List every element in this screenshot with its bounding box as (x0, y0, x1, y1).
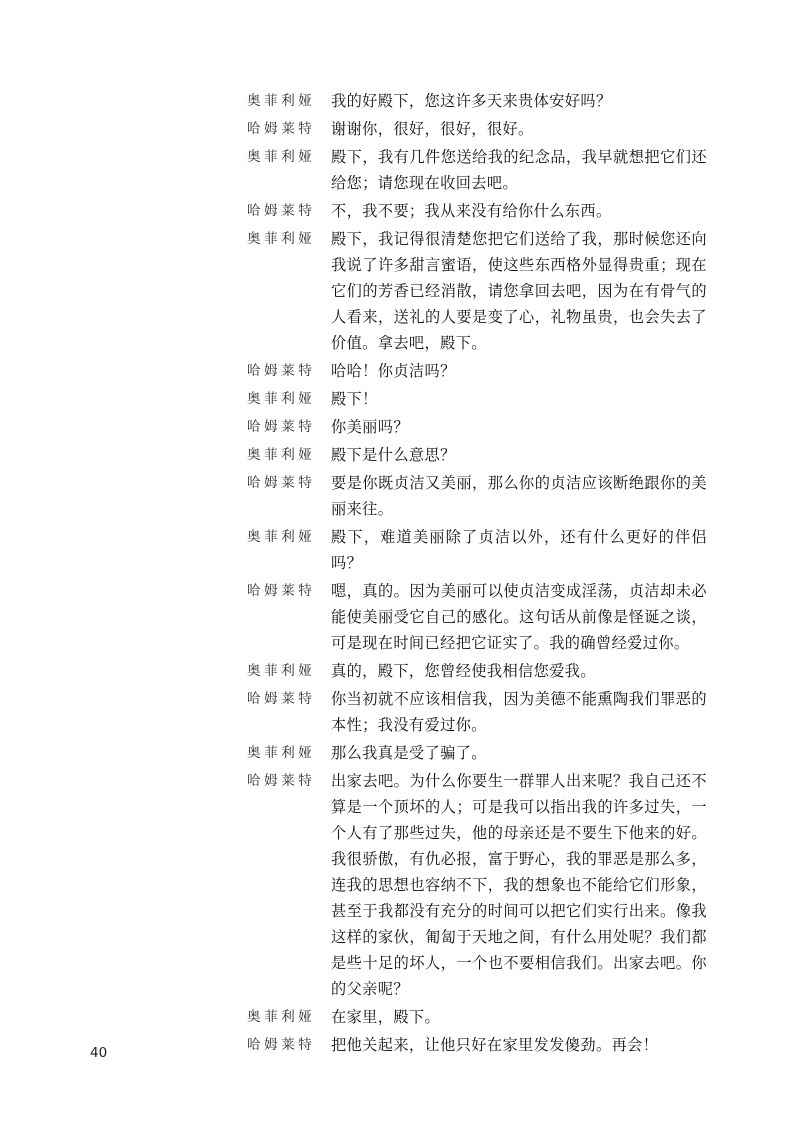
dialogue-line (247, 144, 707, 196)
speech-text: 谢谢你，很好，很好，很好。 (331, 120, 534, 138)
speech-text: 要是你既贞洁又美丽，那么你的贞洁应该断绝跟你的美丽来往。 (331, 474, 707, 518)
speaker-name: 哈姆莱特 (247, 121, 316, 137)
speaker-name: 奥菲利娅 (247, 529, 316, 545)
dialogue-line (247, 386, 707, 412)
speech-text: 我的好殿下，您这许多天来贵体安好吗？ (331, 92, 612, 110)
dialogue-line (247, 658, 707, 684)
speech-text: 出家去吧。为什么你要生一群罪人出来呢？我自己还不算是一个顶坏的人；可是我可以指出我的许多过失，一个人有了那些过失，他的母亲还是不要生下他来的好。我很骄傲，有仇必报，富于野心，我的罪恶是那么多，连我的思想也容纳不下，我的想象也不能给它们形象，甚至于我都没有充分的时间可以把它们实行出来。像我这样的家伙，匍匐于天地之间，有什么用处呢？我们都是些十足的坏人，一个也不要相信我们。出家去吧。你的父亲呢？ (331, 772, 707, 998)
dialogue-line (247, 198, 707, 224)
dialogue-line (247, 1032, 707, 1058)
speech-text: 在家里，殿下。 (331, 1008, 441, 1026)
dialogue-line (247, 740, 707, 766)
speech-text: 殿下，我有几件您送给我的纪念品，我早就想把它们还给您；请您现在收回去吧。 (331, 148, 707, 192)
speaker-name: 奥菲利娅 (247, 447, 316, 463)
dialogue-line (247, 414, 707, 440)
speaker-name: 奥菲利娅 (247, 745, 316, 761)
dialogue-line (247, 226, 707, 356)
speech-text: 殿下，难道美丽除了贞洁以外，还有什么更好的伴侣吗？ (331, 528, 707, 572)
speech-text: 殿下，我记得很清楚您把它们送给了我，那时候您还向我说了许多甜言蜜语，使这些东西格外显得贵重；现在它们的芳香已经消散，请您拿回去吧，因为在有骨气的人看来，送礼的人要是变了心，礼物虽贵，也会失去了价值。拿去吧，殿下。 (331, 230, 707, 352)
speaker-name: 奥菲利娅 (247, 93, 316, 109)
dialogue-line (247, 116, 707, 142)
speaker-name: 奥菲利娅 (247, 391, 316, 407)
speaker-name: 哈姆莱特 (247, 773, 316, 789)
speaker-name: 哈姆莱特 (247, 475, 316, 491)
page-number: 40 (90, 1045, 108, 1061)
speech-text: 殿下是什么意思？ (331, 446, 456, 464)
speech-text: 你当初就不应该相信我，因为美德不能熏陶我们罪恶的本性；我没有爱过你。 (331, 690, 707, 734)
dialogue-line (247, 88, 707, 114)
speech-text: 哈哈！你贞洁吗？ (331, 362, 456, 380)
speech-text: 不，我不要；我从来没有给你什么东西。 (331, 202, 612, 220)
dialogue-line (247, 470, 707, 522)
speaker-name: 哈姆莱特 (247, 583, 316, 599)
speaker-name: 奥菲利娅 (247, 231, 316, 247)
speaker-name: 哈姆莱特 (247, 1037, 316, 1053)
dialogue-line (247, 578, 707, 656)
speech-text: 你美丽吗？ (331, 418, 409, 436)
speaker-name: 奥菲利娅 (247, 663, 316, 679)
dialogue-line (247, 768, 707, 1002)
dialogue-line (247, 442, 707, 468)
dialogue-line (247, 1004, 707, 1030)
speaker-name: 哈姆莱特 (247, 691, 316, 707)
speech-text: 那么我真是受了骗了。 (331, 744, 487, 762)
dialogue-line (247, 524, 707, 576)
dialogue-line (247, 686, 707, 738)
speech-text: 把他关起来，让他只好在家里发发傻劲。再会！ (331, 1036, 659, 1054)
dialogue-line (247, 358, 707, 384)
dialogue-body (247, 88, 707, 1060)
speech-text: 真的，殿下，您曾经使我相信您爱我。 (331, 662, 596, 680)
speaker-name: 哈姆莱特 (247, 419, 316, 435)
speech-text: 嗯，真的。因为美丽可以使贞洁变成淫荡，贞洁却未必能使美丽受它自己的感化。这句话从前像是怪诞之谈，可是现在时间已经把它证实了。我的确曾经爱过你。 (331, 582, 707, 652)
speaker-name: 哈姆莱特 (247, 203, 316, 219)
speaker-name: 哈姆莱特 (247, 363, 316, 379)
speaker-name: 奥菲利娅 (247, 149, 316, 165)
speaker-name: 奥菲利娅 (247, 1009, 316, 1025)
speech-text: 殿下！ (331, 390, 378, 408)
